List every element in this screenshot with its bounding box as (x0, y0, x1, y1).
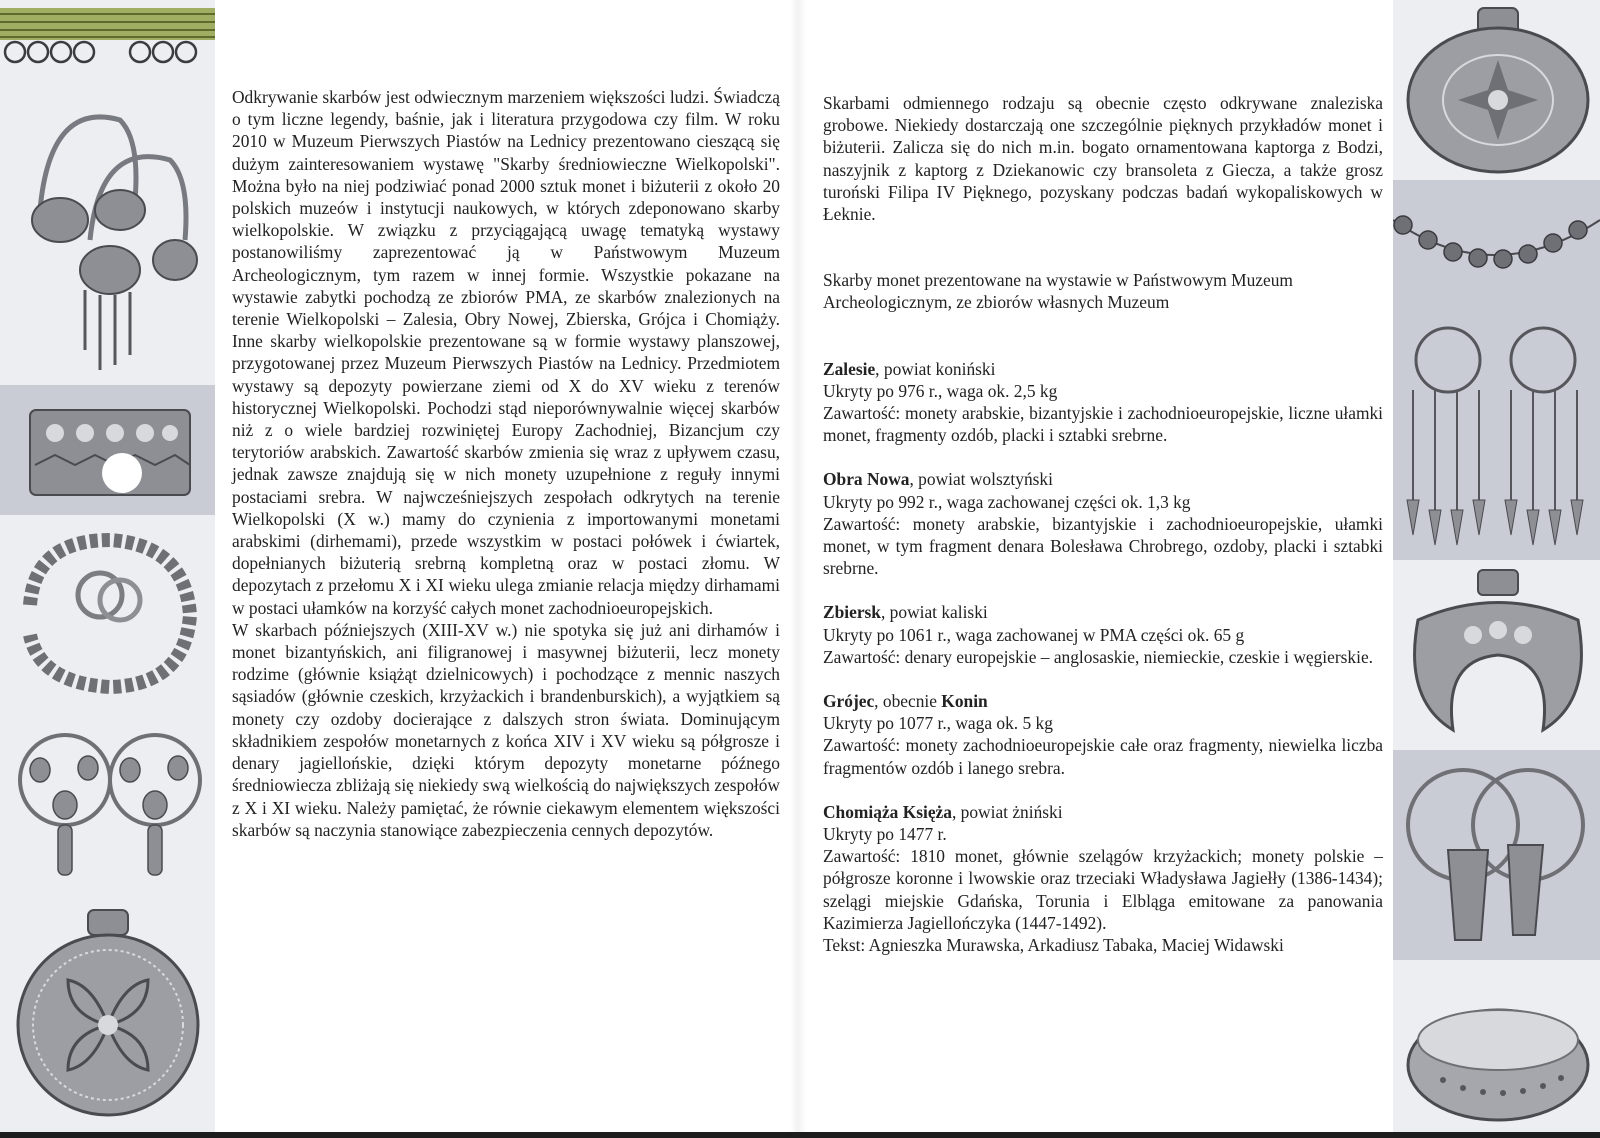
hoard-location: , powiat kaliski (880, 602, 988, 623)
hoard-dating: Ukryty po 992 r., waga zachowanej części ok. 1,3 kg (823, 491, 1191, 512)
hoard-location-bold: Konin (941, 691, 988, 712)
hoard-entry-obra-nowa (823, 468, 1383, 579)
earring-photo (0, 80, 215, 385)
hoard-name: Obra Nowa (823, 469, 910, 490)
text-credit: Tekst: Agnieszka Murawska, Arkadiusz Tabaka, Maciej Widawski (823, 935, 1284, 956)
pendant-earrings-photo (0, 710, 215, 905)
hoard-location: , obecnie (874, 691, 942, 712)
hoard-entry-zalesie (823, 358, 1383, 447)
hoard-name: Grójec (823, 691, 875, 712)
hoard-name: Zbiersk (823, 602, 881, 623)
bead-necklace-photo (1393, 180, 1600, 310)
collection-note: Skarby monet prezentowane na wystawie w Państwowym Muzeum Archeologicznym, ze zbiorów własnych Muzeum (823, 270, 1293, 313)
lunula-pendant-photo (1393, 560, 1600, 750)
right-text-column (823, 92, 1383, 956)
filigree-pendant-photo (0, 905, 215, 1138)
hoard-entry-chomiaza (823, 801, 1383, 934)
page-fold (790, 0, 806, 1138)
silver-block-photo (0, 385, 215, 515)
woven-band-photo (0, 0, 215, 80)
chain-earrings-photo (1393, 310, 1600, 560)
hoard-name: Zalesie (823, 358, 876, 379)
hoard-location: , powiat koniński (875, 358, 996, 379)
hoard-contents: Zawartość: monety zachodnioeuropejskie całe oraz fragmenty, niewielka liczba fragmentów ozdób i lanego srebra. (823, 735, 1383, 778)
hoard-name: Chomiąża Księża (823, 801, 952, 822)
hoard-dating: Ukryty po 1061 r., waga zachowanej w PMA części ok. 65 g (823, 624, 1245, 645)
left-image-strip (0, 0, 215, 1138)
hoard-dating: Ukryty po 1477 r. (823, 824, 947, 845)
right-image-strip (1393, 0, 1600, 1138)
silver-ring-photo (1393, 960, 1600, 1138)
hoard-contents: Zawartość: denary europejskie – anglosaskie, niemieckie, czeskie i węgierskie. (823, 646, 1374, 667)
hoard-contents: Zawartość: monety arabskie, bizantyjskie i zachodnioeuropejskie, liczne ułamki monet, fragmenty ozdób, placki i sztabki srebrne. (823, 403, 1383, 446)
left-text-column (232, 86, 780, 841)
hoard-entry-zbiersk (823, 601, 1383, 668)
intro-paragraph: Odkrywanie skarbów jest odwiecznym marzeniem większości ludzi. Świadczą o tym liczne legendy, baśnie, jak i literatura przygodowa czy film. W roku 2010 w Muzeum Pierwszych Piastów na Lednicy prezentowano cieszącą się dużym zainteresowaniem wystawę "Skarby średniowieczne Wielkopolski". Można było na niej podziwiać ponad 2000 sztuk monet i biżuterii z około 20 polskich muzeów i instytucji naukowych, w których zdeponowano skarby wielkopolskie. W związku z przyciągającą uwagę tematyką wystawy postanowiliśmy zaprezentować ją w Państwowym Muzeum Archeologicznym, tym razem w innej formie. Wszystkie pokazane na wystawie zabytki pochodzą ze zbiorów PMA, ze skarbów znalezionych na terenie Wielkopolski – Zalesia, Obry Nowej, Zbierska, Grójca i Chomiąży. Inne skarby wielkopolskie prezentowane są w formie wystawy planszowej, przygotowanej przez Muzeum Pierwszych Piastów na Lednicy. Przedmiotem wystawy są depozyty powierzane ziemi od X do XV wieku z terenów historycznej Wielkopolski. Pochodzi stąd nieporównywalnie więcej skarbów niż z o wiele bardziej rozwiniętej Europy Zachodniej, Bizancjum czy terytoriów arabskich. Zawartość skarbów zmienia się wraz z upływem czasu, jednak zawsze znajdują się w nich monety uzupełnione z reguły innymi postaciami srebra. W najwcześniejszych zespołach odkrytych na terenie Wielkopolski (X w.) mamy do czynienia z importowanymi monetami arabskimi (dirhemami), przede wszystkim w postaci połówek i ćwiartek, dopełnianych biżuterią srebrną kompletną oraz w postaci złomu. W depozytach z przełomu X i XI wieku ulega zmianie relacja między dirhamami w postaci ułamków na korzyść całych monet zachodnioeuropejskich. (232, 87, 780, 618)
hoard-entry-grojec (823, 690, 1383, 779)
scan-bottom-edge (0, 1132, 1600, 1138)
hoard-location: , powiat wolsztyński (909, 469, 1053, 490)
hoard-location: , powiat żniński (951, 801, 1063, 822)
hoard-dating: Ukryty po 976 r., waga ok. 2,5 kg (823, 380, 1058, 401)
twisted-torque-photo (0, 515, 215, 710)
round-pendant-photo (1393, 0, 1600, 180)
hoard-contents: Zawartość: 1810 monet, głównie szelągów krzyżackich; monety polskie – półgrosze koronne i lwowskie oraz trzeciaki Władysława Jagiełły (1386-1434); szelągi miejskie Gdańska, Torunia i Elbląga emitowane za panowania Kazimierza Jagiellończyka (1447-1492). (823, 846, 1383, 933)
hoard-dating: Ukryty po 1077 r., waga ok. 5 kg (823, 713, 1053, 734)
later-hoards-paragraph: W skarbach późniejszych (XIII-XV w.) nie spotyka się już ani dirhamów i monet bizantyńskich, ani filigranowej i masywnej biżuterii, lecz monety rodzime (głównie książąt dzielnicowych) i pochodzące z mennic naszych sąsiadów (głównie czeskich, krzyżackich i brandenburskich), a wyjątkiem są monety czy ozdoby docierające z dalszych stron świata. Dominującym składnikiem zespołów monetarnych z końca XIV i XV wieku są półgrosze i denary jagiellońskie, dzięki którym depozyty monetarne późnego średniowiecza zbliżają się niekiedy swą wielkością do największych zespołów z X i XI wieku. Należy pamiętać, że równie ciekawym elementem większości skarbów są naczynia stanowiące zabezpieczenia cennych depozytów. (232, 619, 780, 840)
temple-rings-photo (1393, 750, 1600, 960)
grave-finds-paragraph: Skarbami odmiennego rodzaju są obecnie często odkrywane znaleziska grobowe. Niekiedy dostarczają one szczególnie pięknych przykładów monet i biżuterii. Zalicza się do nich m.in. bogato ornamentowana kaptorga z Bodzi, naszyjnik z kaptorg z Dziekanowic czy bransoleta z Giecza, a także grosz turoński Filipa IV Pięknego, pozyskany podczas badań wykopaliskowych w Łeknie. (823, 93, 1383, 225)
hoard-contents: Zawartość: monety arabskie, bizantyjskie i zachodnioeuropejskie, ułamki monet, w tym fragment denara Bolesława Chrobrego, ozdoby, placki i sztabki srebrne. (823, 513, 1383, 579)
